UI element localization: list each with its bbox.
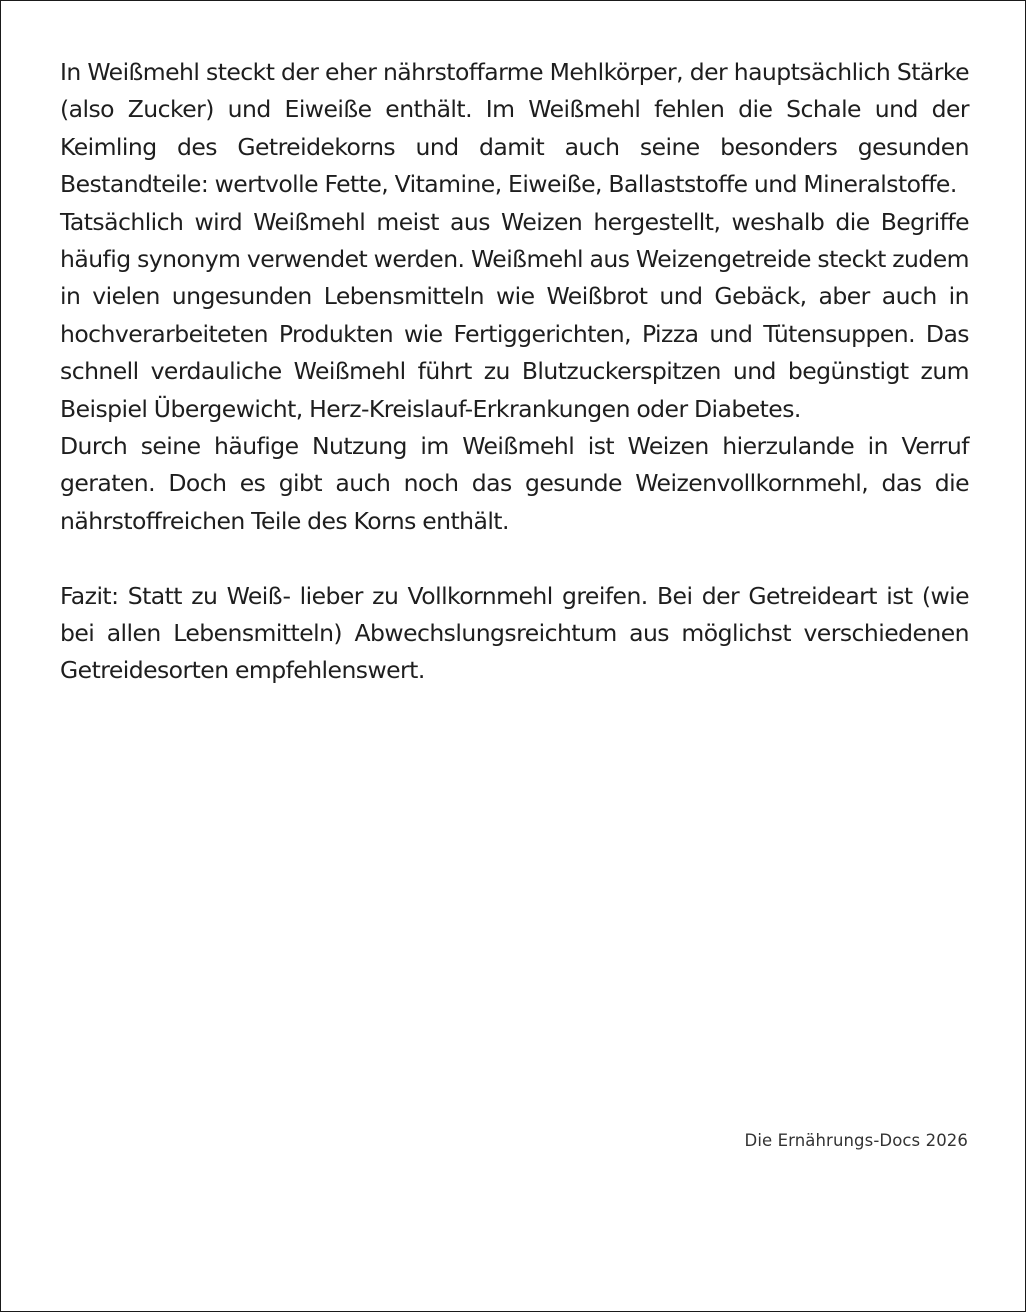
paragraph-fazit: Fazit: Statt zu Weiß- lieber zu Vollkornmehl greifen. Bei der Getreideart ist (wie bei allen Lebensmitteln) Abwechslungsreichtum aus möglichst verschiedenen Getreidesorten empfehlenswert. [60, 581, 969, 685]
paragraph-weissmehl-nutrients: In Weißmehl steckt der eher nährstoffarme Mehlkörper, der hauptsächlich Stärke (also Zucker) und Eiweiße enthält. Im Weißmehl fehlen die Schale und der Keimling des Getreidekorns und damit auch seine besonders gesunden Bestandteile: wertvolle Fette, Vitamine, Eiweiße, Ballaststoffe und Mineralstoffe. [60, 58, 969, 199]
body-text [60, 54, 969, 690]
footer-credit: Die Ernährungs-Docs 2026 [744, 1131, 968, 1150]
paragraph-weissmehl-weizen: Tatsächlich wird Weißmehl meist aus Weizen hergestellt, weshalb die Begriffe häufig synonym verwendet werden. Weißmehl aus Weizengetreide steckt zudem in vielen ungesunden Lebensmitteln wie Weißbrot und Gebäck, aber auch in hochverarbeiteten Produkten wie Fertiggerichten, Pizza und Tütensuppen. Das schnell verdauliche Weißmehl führt zu Blutzuckerspitzen und begünstigt zum Beispiel Übergewicht, Herz-Kreislauf-Erkrankungen oder Diabetes. [60, 207, 969, 423]
paragraph-weizen-verruf: Durch seine häufige Nutzung im Weißmehl ist Weizen hierzulande in Verruf geraten. Doch es gibt auch noch das gesunde Weizenvollkornmehl, das die nährstoffreichen Teile des Korns enthält. [60, 432, 969, 535]
